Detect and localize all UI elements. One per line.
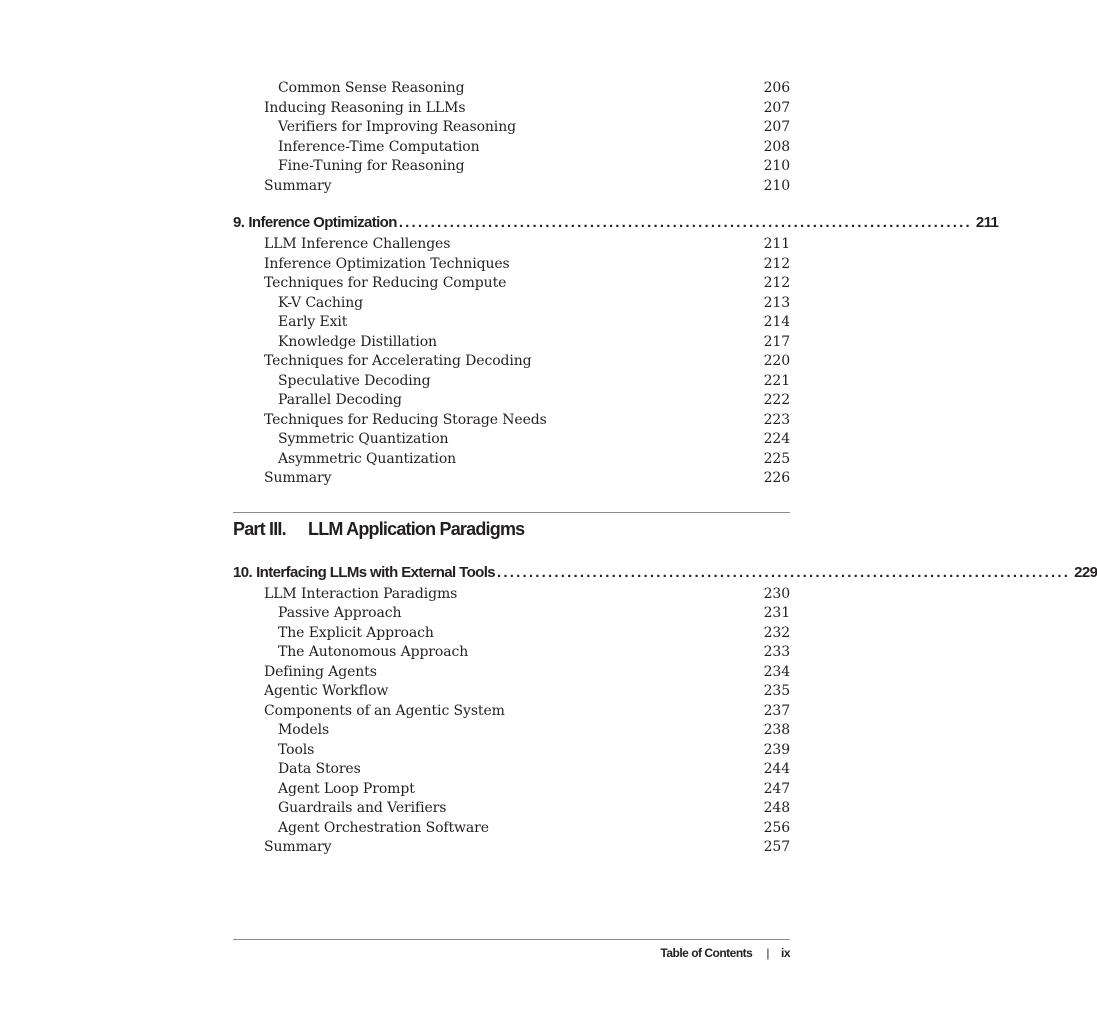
toc-entry-page: 231 [763,605,790,621]
toc-entry[interactable] [233,800,790,820]
toc-entry-title: Summary [264,177,332,194]
chapter-9-heading[interactable] [233,214,999,236]
toc-entry-title: Verifiers for Improving Reasoning [278,119,516,135]
page-number: ix [780,946,790,960]
toc-entry[interactable] [233,722,790,742]
toc-entry-title: Fine-Tuning for Reasoning [278,158,465,174]
part-title: LLM Application Paradigms [308,518,525,539]
toc-entry[interactable] [233,334,790,354]
footer-text [233,946,790,960]
toc-entry-page: 210 [763,158,790,174]
toc-entry-title: Common Sense Reasoning [278,80,465,96]
chapter-10-heading[interactable] [233,563,1097,586]
toc-entry-title: LLM Inference Challenges [264,236,451,252]
toc-entry[interactable] [233,664,790,684]
toc-entry-page: 212 [763,275,790,291]
toc-entry-page: 207 [763,119,790,135]
spacer [233,490,790,512]
toc-entry-page: 247 [763,780,790,797]
toc-entry[interactable] [233,178,790,198]
chapter-page: 229 [1074,563,1097,581]
toc-entry-title: Data Stores [278,761,361,777]
toc-entry-title: Inducing Reasoning in LLMs [264,99,466,116]
chapter-title: Interfacing LLMs with External Tools [256,563,496,581]
toc-entry-title: Techniques for Reducing Storage Needs [264,411,547,428]
toc-entry[interactable] [233,781,790,801]
toc-entry-page: 224 [763,431,790,447]
toc-entry[interactable] [233,100,790,120]
toc-entry[interactable] [233,275,790,295]
toc-entry[interactable] [233,431,790,451]
toc-entry-title: K-V Caching [278,294,363,311]
toc-entry[interactable] [233,451,790,471]
toc-entry-page: 213 [763,294,790,311]
toc-entry-title: Techniques for Reducing Compute [264,275,507,291]
toc-entry[interactable] [233,119,790,139]
toc-entry[interactable] [233,761,790,781]
toc-entry-page: 238 [763,722,790,738]
toc-entry[interactable] [233,80,790,100]
dot-leader: .......................................................................................... [398,214,972,231]
chapter-9-entries [233,236,790,490]
toc-entry-title: Speculative Decoding [278,372,431,389]
toc-entry-page: 222 [763,392,790,408]
toc-entry-title: Agent Loop Prompt [278,780,415,797]
toc-entry-title: Parallel Decoding [278,392,402,408]
toc-entry-title: Inference Optimization Techniques [264,255,510,272]
toc-entry-title: Inference-Time Computation [278,138,480,155]
toc-entry[interactable] [233,256,790,276]
footer-separator: | [766,946,769,960]
toc-entry-title: Models [278,722,330,738]
toc-entry[interactable] [233,353,790,373]
toc-entry[interactable] [233,683,790,703]
toc-entry[interactable] [233,236,790,256]
toc-entry[interactable] [233,158,790,178]
toc-entry-page: 221 [763,372,790,389]
toc-entry-page: 210 [763,177,790,194]
toc-entry-title: Defining Agents [264,663,377,680]
toc-entry[interactable] [233,625,790,645]
toc-entry[interactable] [233,470,790,490]
toc-entry-page: 223 [763,411,790,428]
toc-entry-title: Agentic Workflow [264,683,389,699]
chapter-page: 211 [975,214,999,231]
toc-entry-page: 212 [763,255,790,272]
toc-entry-title: Passive Approach [278,605,402,621]
toc-entry[interactable] [233,703,790,723]
toc-entry-page: 208 [763,138,790,155]
toc-entry-page: 235 [763,683,790,699]
chapter-title: Inference Optimization [248,214,397,231]
toc-entry[interactable] [233,586,790,606]
toc-entry-page: 226 [763,470,790,486]
toc-entry-page: 233 [763,644,790,660]
part-3-heading[interactable] [233,513,790,553]
toc-entry-page: 239 [763,741,790,758]
toc-entry-page: 257 [763,839,790,855]
footer-rule [233,939,790,940]
page-footer [233,939,790,960]
footer-label: Table of Contents [660,946,753,960]
chapter-10-entries [233,586,790,859]
section-top-list [233,80,790,197]
toc-entry-page: 234 [763,663,790,680]
toc-entry-page: 230 [763,585,790,602]
toc-entry-page: 207 [763,99,790,116]
toc-entry-title: Agent Orchestration Software [278,819,489,836]
toc-entry-page: 220 [763,353,790,369]
toc-entry-title: Symmetric Quantization [278,431,449,447]
spacer [233,197,790,214]
toc-entry-title: Summary [264,470,332,486]
chapter-number: 9. [233,214,245,231]
toc-entry-title: Knowledge Distillation [278,333,437,350]
dot-leader: .......................................................................................... [497,563,1071,581]
toc-entry[interactable] [233,644,790,664]
toc-entry-page: 232 [763,624,790,641]
spacer [233,553,790,564]
toc-entry[interactable] [233,392,790,412]
toc-entry-title: Tools [278,741,315,758]
toc-entry-title: Summary [264,839,332,855]
toc-entry-title: Asymmetric Quantization [278,450,457,467]
toc-entry[interactable] [233,605,790,625]
toc-entry-page: 206 [763,80,790,96]
toc-entry-page: 256 [763,819,790,836]
toc-entry-page: 225 [763,450,790,467]
toc-entry[interactable] [233,820,790,840]
toc-entry[interactable] [233,139,790,159]
toc-entry[interactable] [233,314,790,334]
toc-entry-title: LLM Interaction Paradigms [264,585,458,602]
toc-entry-page: 248 [763,800,790,816]
toc-entry-title: The Explicit Approach [278,624,434,641]
toc-entry-page: 244 [763,761,790,777]
chapter-number: 10. [233,563,253,581]
toc-entry-title: Components of an Agentic System [264,702,505,719]
toc-entry[interactable] [233,839,790,859]
toc-entry-page: 237 [763,702,790,719]
toc-entry-page: 211 [763,236,790,252]
toc-entry[interactable] [233,295,790,315]
toc-entry[interactable] [233,412,790,432]
toc-entry[interactable] [233,742,790,762]
toc-entry-title: The Autonomous Approach [278,644,469,660]
toc-entry-title: Early Exit [278,314,348,330]
toc-entry-page: 214 [763,314,790,330]
toc-entry-title: Guardrails and Verifiers [278,800,447,816]
part-label: Part III. [233,518,286,539]
toc-entry[interactable] [233,373,790,393]
toc-entry-title: Techniques for Accelerating Decoding [264,353,532,369]
toc-entry-page: 217 [763,333,790,350]
toc-page [233,80,1097,859]
